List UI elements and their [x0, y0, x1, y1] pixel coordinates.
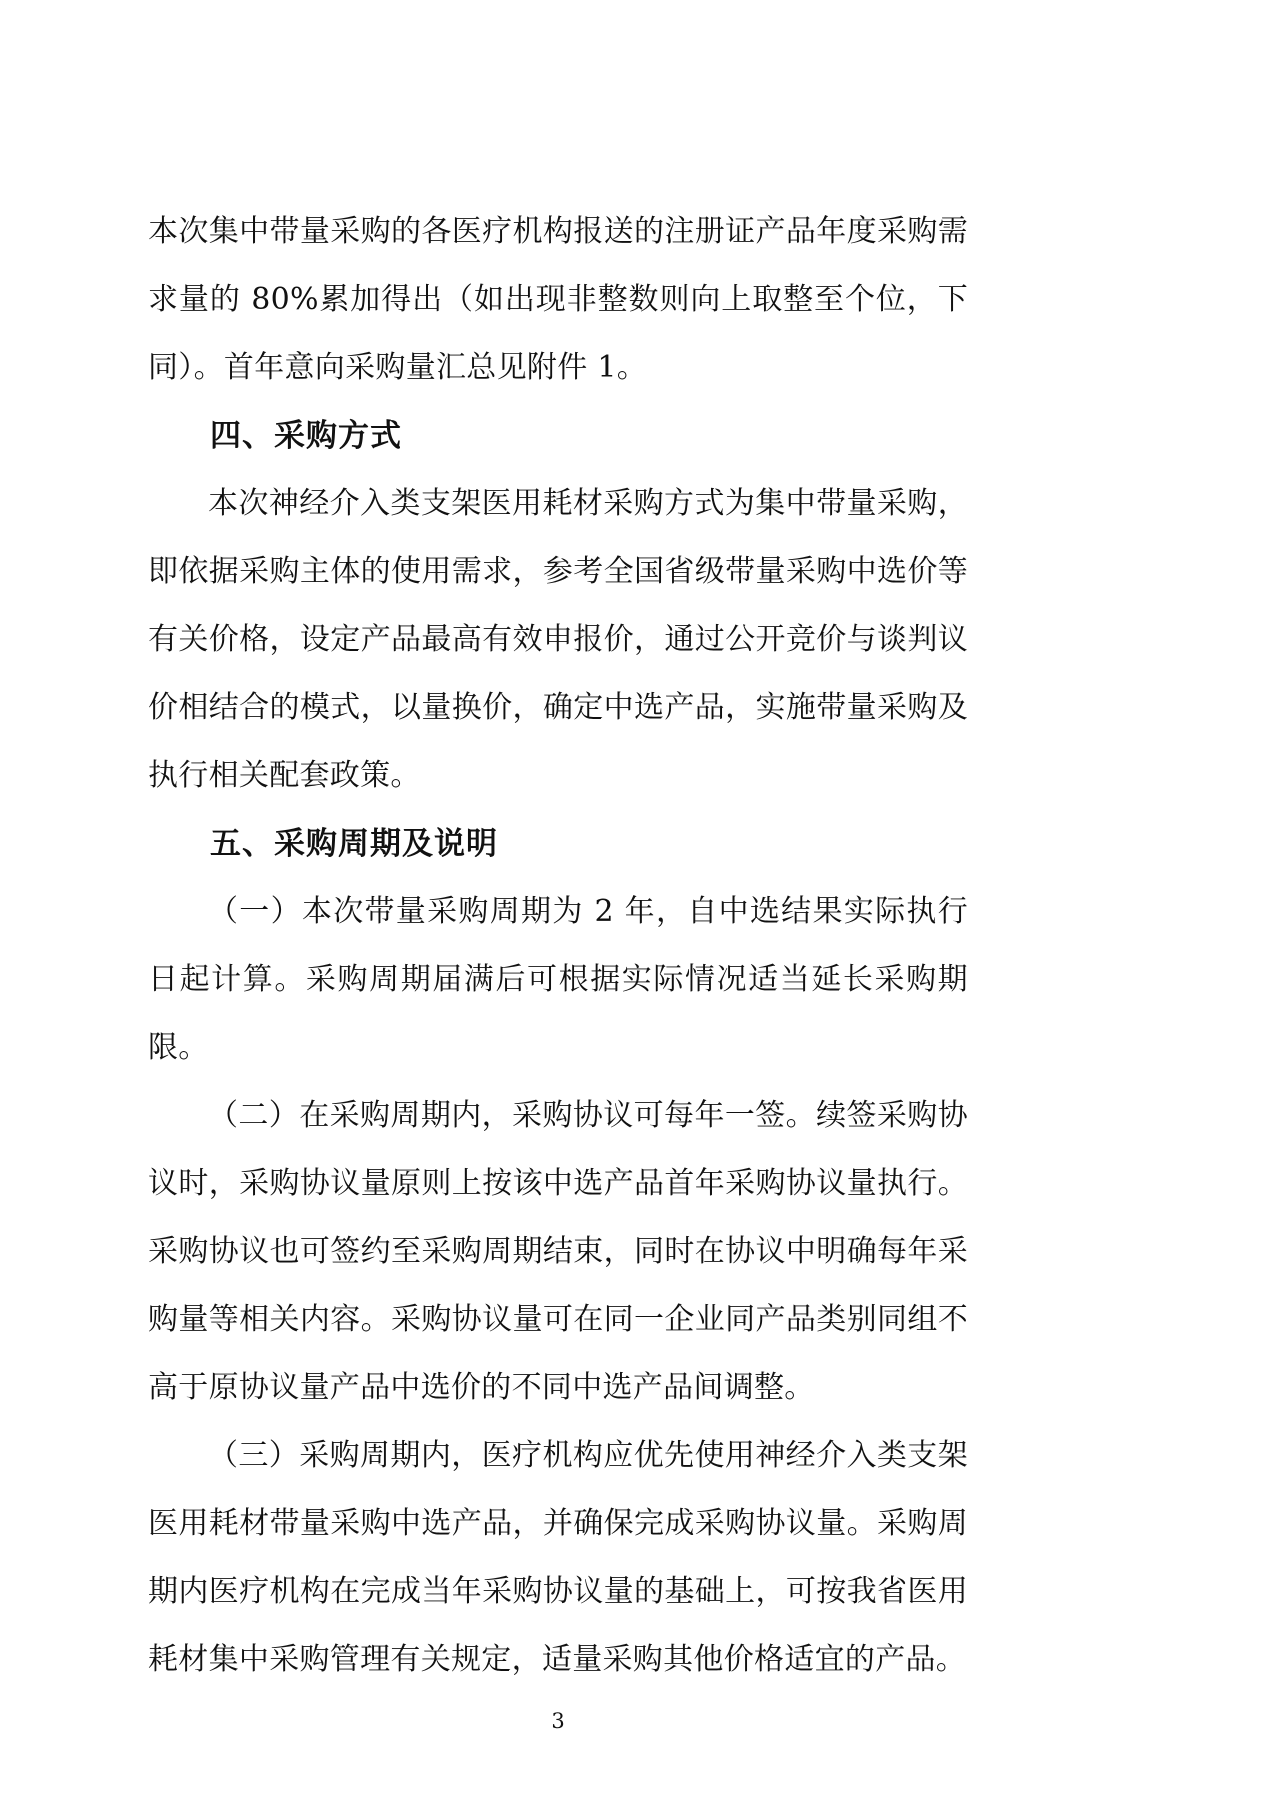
body-paragraph-2: 本次神经介入类支架医用耗材采购方式为集中带量采购，即依据采购主体的使用需求，参考全国省级带量采购中选价等有关价格，设定产品最高有效申报价，通过公开竞价与谈判议价相结合的模式，以量换价，确定中选产品，实施带量采购及执行相关配套政策。 — [148, 486, 968, 793]
body-paragraph-4: （一）本次带量采购周期为 2 年，自中选结果实际执行日起计算。采购周期届满后可根据实际情况适当延长采购期限。 — [148, 894, 968, 1065]
page-number: 3 — [551, 1709, 565, 1733]
section-heading-1: 四、采购方式 — [210, 418, 402, 453]
section-heading-3: 五、采购周期及说明 — [210, 826, 498, 861]
body-paragraph-0: 本次集中带量采购的各医疗机构报送的注册证产品年度采购需求量的 80%累加得出（如出现非整数则向上取整至个位，下同）。首年意向采购量汇总见附件 1。 — [148, 214, 968, 385]
body-paragraph-5: （二）在采购周期内，采购协议可每年一签。续签采购协议时，采购协议量原则上按该中选产品首年采购协议量执行。采购协议也可签约至采购周期结束，同时在协议中明确每年采购量等相关内容。采购协议量可在同一企业同产品类别同组不高于原协议量产品中选价的不同中选产品间调整。 — [148, 1098, 968, 1405]
body-paragraph-6: （三）采购周期内，医疗机构应优先使用神经介入类支架医用耗材带量采购中选产品，并确保完成采购协议量。采购周期内医疗机构在完成当年采购协议量的基础上，可按我省医用耗材集中采购管理有关规定，适量采购其他价格适宜的产品。 — [148, 1438, 968, 1677]
document-body — [148, 198, 968, 1694]
